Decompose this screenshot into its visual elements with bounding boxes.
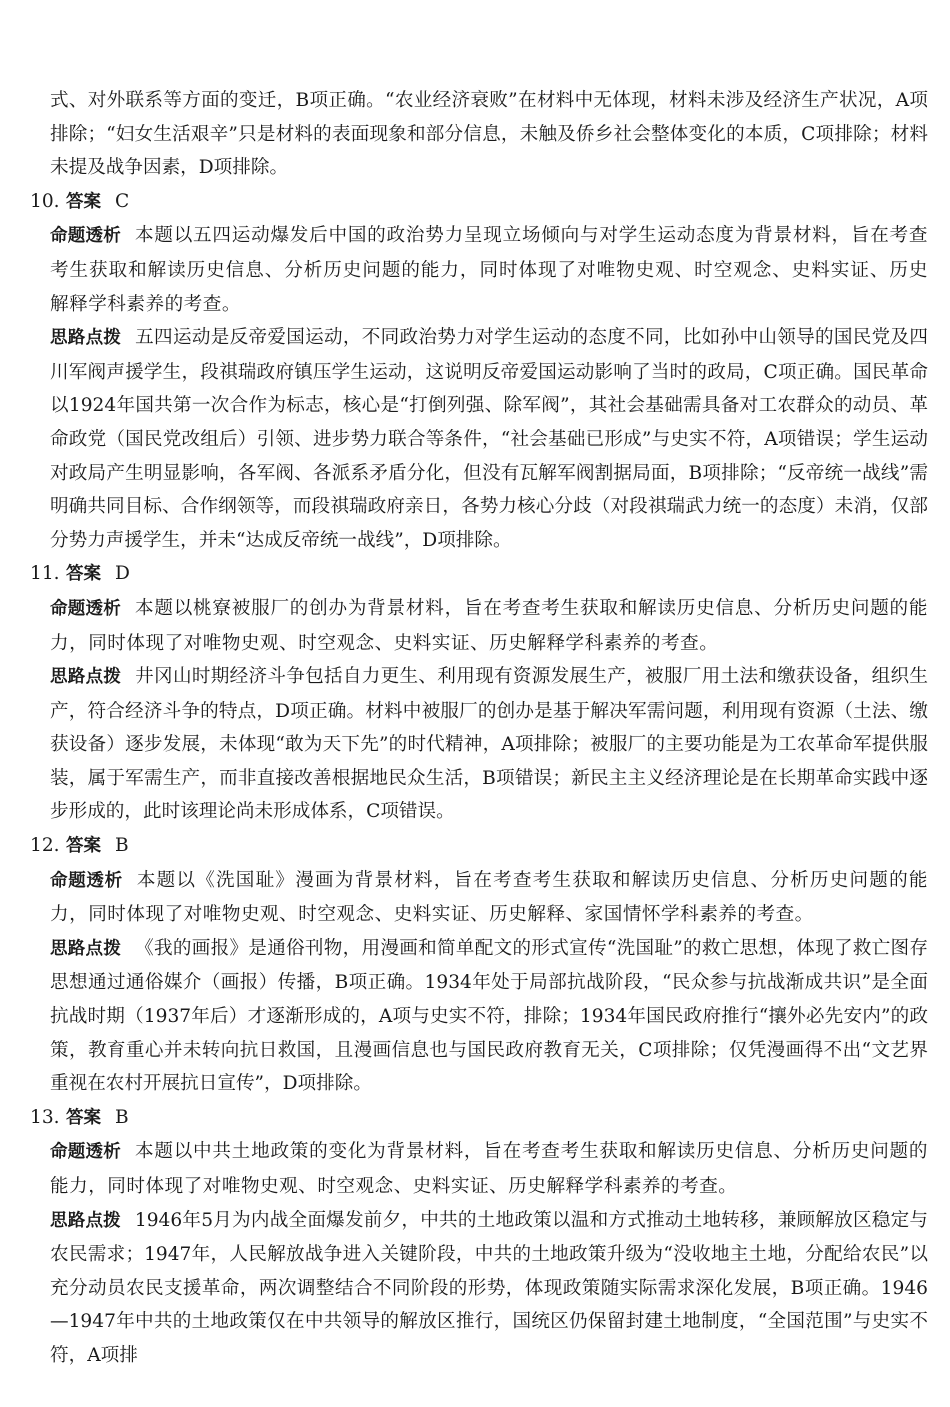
question-number: 10.: [30, 190, 60, 212]
thinking-text: 井冈山时期经济斗争包括自力更生、利用现有资源发展生产，被服厂用土法和缴获设备，组织生产，符合经济斗争的特点，D项正确。材料中被服厂的创办是基于解决军需问题，利用现有资源（土法、缴获设备）逐步发展，未体现“敢为天下先”的时代精神，A项排除；被服厂的主要功能是为工农革命军提供服装，属于军需生产，而非直接改善根据地民众生活，B项错误；新民主主义经济理论是在长期革命实践中逐步形成的，此时该理论尚未形成体系，C项错误。: [50, 666, 928, 823]
answer-label: 答案: [66, 191, 101, 212]
answer-choice: D: [115, 563, 130, 585]
analysis-label: 命题透析: [50, 226, 122, 247]
answer-item-10: [30, 185, 928, 558]
answer-line: [30, 557, 928, 592]
analysis-label: 命题透析: [50, 1142, 122, 1163]
answer-label: 答案: [66, 564, 101, 585]
answer-item-12: [30, 829, 928, 1101]
answer-choice: C: [115, 190, 130, 212]
thinking-paragraph: [30, 660, 928, 829]
thinking-label: 思路点拨: [50, 938, 122, 959]
analysis-text: 本题以五四运动爆发后中国的政治势力呈现立场倾向与对学生运动态度为背景材料，旨在考查考生获取和解读历史信息、分析历史问题的能力，同时体现了对唯物史观、时空观念、史料实证、历史解释学科素养的考查。: [50, 225, 928, 315]
thinking-paragraph: [30, 1204, 928, 1373]
analysis-label: 命题透析: [50, 598, 122, 619]
thinking-label: 思路点拨: [50, 667, 122, 688]
answer-label: 答案: [66, 836, 101, 857]
lead-paragraph: 式、对外联系等方面的变迁，B项正确。“农业经济衰败”在材料中无体现，材料未涉及经济生产状况，A项排除；“妇女生活艰辛”只是材料的表面现象和部分信息，未触及侨乡社会整体变化的本质，C项排除；材料未提及战争因素，D项排除。: [50, 90, 928, 179]
answer-choice: B: [115, 1106, 129, 1128]
question-number: 12.: [30, 835, 60, 857]
analysis-text: 本题以中共土地政策的变化为背景材料，旨在考查考生获取和解读历史信息、分析历史问题的能力，同时体现了对唯物史观、时空观念、史料实证、历史解释学科素养的考查。: [50, 1141, 928, 1197]
answer-choice: B: [115, 835, 129, 857]
analysis-text: 本题以《洗国耻》漫画为背景材料，旨在考查考生获取和解读历史信息、分析历史问题的能力，同时体现了对唯物史观、时空观念、史料实证、历史解释、家国情怀学科素养的考查。: [50, 869, 928, 926]
answer-line: [30, 185, 928, 220]
analysis-paragraph: [30, 219, 928, 321]
thinking-label: 思路点拨: [50, 1210, 121, 1231]
analysis-paragraph: [30, 864, 928, 932]
analysis-text: 本题以桃寮被服厂的创办为背景材料，旨在考查考生获取和解读历史信息、分析历史问题的能力，同时体现了对唯物史观、时空观念、史料实证、历史解释学科素养的考查。: [50, 597, 928, 654]
answer-label: 答案: [66, 1107, 101, 1128]
answer-line: [30, 1101, 928, 1136]
thinking-paragraph: [30, 321, 928, 557]
thinking-text: 《我的画报》是通俗刊物，用漫画和简单配文的形式宣传“洗国耻”的救亡思想，体现了救亡图存思想通过通俗媒介（画报）传播，B项正确。1934年处于局部抗战阶段，“民众参与抗战渐成共识”是全面抗战时期（1937年后）才逐渐形成的，A项与史实不符，排除；1934年国民政府推行“攘外必先安内”的政策，教育重心并未转向抗日救国，且漫画信息也与国民政府教育无关，C项排除；仅凭漫画得不出“文艺界重视在农村开展抗日宣传”，D项排除。: [50, 937, 929, 1095]
thinking-text: 五四运动是反帝爱国运动，不同政治势力对学生运动的态度不同，比如孙中山领导的国民党及四川军阀声援学生，段祺瑞政府镇压学生运动，这说明反帝爱国运动影响了当时的政局，C项正确。国民革命以1924年国共第一次合作为标志，核心是“打倒列强、除军阀”，其社会基础需具备对工农群众的动员、革命政党（国民党改组后）引领、进步势力联合等条件，“社会基础已形成”与史实不符，A项错误；学生运动对政局产生明显影响，各军阀、各派系矛盾分化，但没有瓦解军阀割据局面，B项排除；“反帝统一战线”需明确共同目标、合作纲领等，而段祺瑞政府亲日，各势力核心分歧（对段祺瑞武力统一的态度）未消，仅部分势力声援学生，并未“达成反帝统一战线”，D项排除。: [50, 327, 928, 551]
answer-item-11: [30, 557, 928, 829]
thinking-paragraph: [30, 932, 928, 1101]
analysis-paragraph: [30, 1135, 928, 1203]
answer-item-13: [30, 1101, 928, 1373]
analysis-paragraph: [30, 592, 928, 660]
analysis-label: 命题透析: [50, 870, 123, 891]
thinking-label: 思路点拨: [50, 328, 122, 349]
answer-line: [30, 829, 928, 864]
question-number: 13.: [30, 1106, 60, 1128]
question-number: 11.: [30, 563, 60, 585]
thinking-text: 1946年5月为内战全面爆发前夕，中共的土地政策以温和方式推动土地转移，兼顾解放区稳定与农民需求；1947年，人民解放战争进入关键阶段，中共的土地政策升级为“没收地主土地，分配给农民”以充分动员农民支援革命，两次调整结合不同阶段的形势，体现政策随实际需求深化发展，B项正确。1946—1947年中共的土地政策仅在中共领导的解放区推行，国统区仍保留封建土地制度，“全国范围”与史实不符，A项排: [50, 1209, 929, 1366]
